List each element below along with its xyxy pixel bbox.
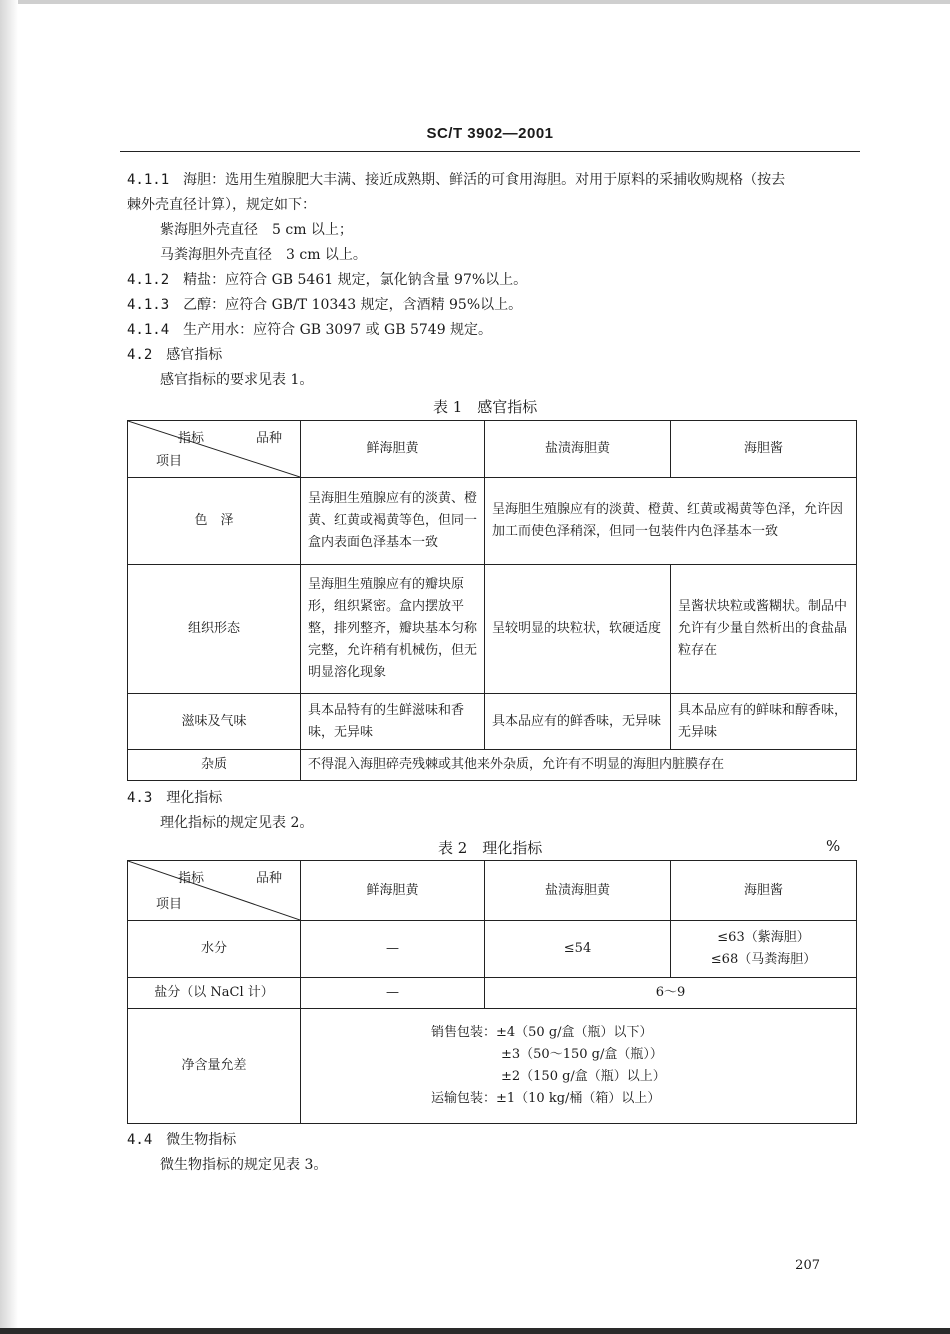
- clause-4-2: [127, 345, 222, 365]
- cell-moisture-fresh: —: [301, 921, 485, 978]
- clause-number: 4.1.1: [127, 172, 170, 188]
- clause-line: 紫海胆外壳直径 5 cm 以上；: [160, 222, 353, 238]
- clause-4-1-1: [127, 170, 785, 190]
- table1-corner-header: [128, 421, 301, 478]
- cell-moisture-salted: ≤54: [485, 921, 671, 978]
- clause-4-3: [127, 788, 222, 808]
- clause-text: 感官指标: [166, 347, 223, 363]
- col-header-salted: 盐渍海胆黄: [485, 861, 671, 921]
- clause-number: 4.1.2: [127, 272, 170, 288]
- clause-line: 理化指标的规定见表 2。: [160, 815, 314, 831]
- col-header-fresh: 鲜海胆黄: [301, 861, 485, 921]
- moisture-paste-line: ≤63（紫海胆）: [717, 930, 810, 945]
- moisture-paste-line: ≤68（马粪海胆）: [710, 952, 817, 967]
- clause-number: 4.2: [127, 347, 153, 363]
- clause-line: 马粪海胆外壳直径 3 cm 以上。: [160, 247, 367, 263]
- clause-4-1-2: [127, 270, 527, 290]
- cell-texture-fresh: 呈海胆生殖腺应有的瓣块原形，组织紧密。盒内摆放平整，排列整齐，瓣块基本匀称完整，允许稍有机械伤，但无明显溶化现象: [301, 565, 485, 694]
- net-line: ±2（150 g/盒（瓶）以上）: [501, 1069, 666, 1084]
- table2-unit: %: [826, 837, 841, 855]
- header-index: 指标: [178, 431, 205, 446]
- cell-impurity-all: 不得混入海胆碎壳残棘或其他来外杂质，允许有不明显的海胆内脏膜存在: [301, 750, 857, 781]
- clause-text: 微生物指标: [166, 1132, 237, 1148]
- page-number: 207: [795, 1258, 820, 1273]
- cell-salt-fresh: —: [301, 978, 485, 1009]
- net-line: 运输包装：±1（10 kg/桶（箱）以上）: [431, 1091, 661, 1106]
- clause-line: 微生物指标的规定见表 3。: [160, 1157, 328, 1173]
- cell-texture-salted: 呈较明显的块粒状，软硬适度: [485, 565, 671, 694]
- row-label-texture: 组织形态: [128, 565, 301, 694]
- clause-4-1-4: [127, 320, 492, 340]
- clause-text: 生产用水：应符合 GB 3097 或 GB 5749 规定。: [183, 322, 493, 338]
- header-variety: 品种: [255, 871, 282, 886]
- table2-physicochemical: [127, 860, 857, 1124]
- table2-caption: 表 2 理化指标: [438, 839, 543, 857]
- col-header-salted: 盐渍海胆黄: [485, 421, 671, 478]
- clause-line: 感官指标的要求见表 1。: [160, 372, 314, 388]
- clause-text: 理化指标: [166, 790, 223, 806]
- cell-moisture-paste: [671, 921, 857, 978]
- clause-number: 4.4: [127, 1132, 153, 1148]
- clause-text: 海胆：选用生殖腺肥大丰满、接近成熟期、鲜活的可食用海胆。对用于原料的采捕收购规格（按去: [183, 172, 786, 188]
- clause-text: 乙醇：应符合 GB/T 10343 规定，含酒精 95%以上。: [183, 297, 523, 313]
- cell-net-all: [301, 1009, 857, 1124]
- cell-color-fresh: 呈海胆生殖腺应有的淡黄、橙黄、红黄或褐黄等色，但同一盒内表面色泽基本一致: [301, 478, 485, 565]
- cell-taste-paste: 具本品应有的鲜味和醇香味，无异味: [671, 694, 857, 750]
- clause-number: 4.3: [127, 790, 153, 806]
- row-label-impurity: 杂质: [128, 750, 301, 781]
- cell-taste-salted: 具本品应有的鲜香味，无异味: [485, 694, 671, 750]
- scan-edge-top: [0, 0, 950, 4]
- net-line: ±3（50～150 g/盒（瓶））: [501, 1047, 663, 1062]
- scan-edge-left: [0, 0, 18, 1334]
- row-label-salt: 盐分（以 NaCl 计）: [128, 978, 301, 1009]
- clause-number: 4.1.3: [127, 297, 170, 313]
- header-item: 项目: [156, 897, 183, 912]
- cell-salt-salted-paste: 6～9: [485, 978, 857, 1009]
- clause-text: 精盐：应符合 GB 5461 规定，氯化钠含量 97%以上。: [183, 272, 528, 288]
- row-label-taste: 滋味及气味: [128, 694, 301, 750]
- header-index: 指标: [178, 871, 205, 886]
- row-label-net: 净含量允差: [128, 1009, 301, 1124]
- table1-sensory: [127, 420, 857, 781]
- row-label-moisture: 水分: [128, 921, 301, 978]
- clause-number: 4.1.4: [127, 322, 170, 338]
- net-line: 销售包装：±4（50 g/盒（瓶）以下）: [431, 1025, 653, 1040]
- cell-color-salted-paste: 呈海胆生殖腺应有的淡黄、橙黄、红黄或褐黄等色泽，允许因加工而使色泽稍深，但同一包装件内色泽基本一致: [485, 478, 857, 565]
- col-header-paste: 海胆酱: [671, 861, 857, 921]
- table1-caption: 表 1 感官指标: [433, 398, 538, 416]
- header-rule: [120, 151, 860, 152]
- clause-4-4: [127, 1130, 236, 1150]
- col-header-fresh: 鲜海胆黄: [301, 421, 485, 478]
- header-item: 项目: [156, 454, 183, 469]
- cell-taste-fresh: 具本品特有的生鲜滋味和香味，无异味: [301, 694, 485, 750]
- header-variety: 品种: [255, 431, 282, 446]
- col-header-paste: 海胆酱: [671, 421, 857, 478]
- scan-edge-bottom: [0, 1328, 950, 1334]
- cell-texture-paste: 呈酱状块粒或酱糊状。制品中允许有少量自然析出的食盐晶粒存在: [671, 565, 857, 694]
- row-label-color: 色 泽: [128, 478, 301, 565]
- clause-4-1-3: [127, 295, 522, 315]
- clause-line: 棘外壳直径计算），规定如下：: [127, 197, 316, 213]
- table2-corner-header: [128, 861, 301, 921]
- page-header: SC/T 3902—2001: [426, 125, 554, 142]
